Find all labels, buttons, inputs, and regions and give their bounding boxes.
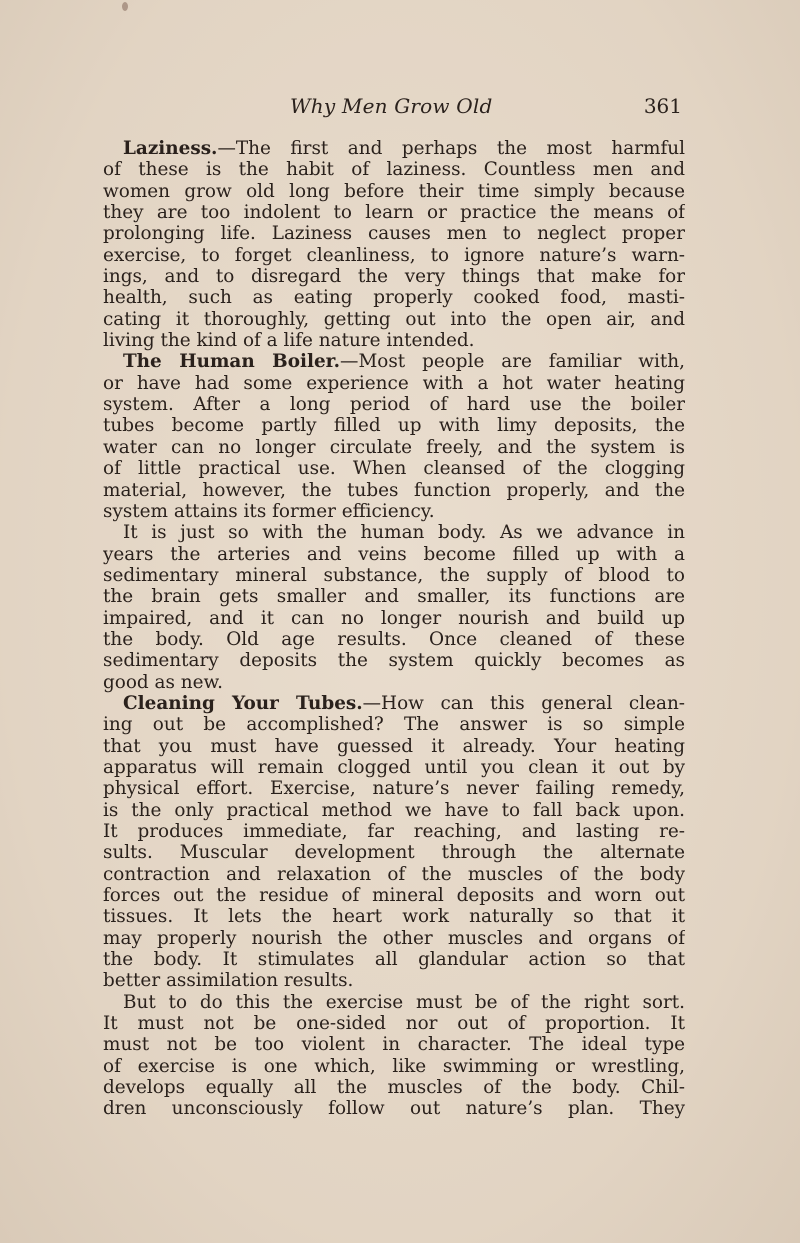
text-line: better assimilation results. — [103, 970, 354, 992]
text-line: material, however, the tubes function properly, and the — [103, 479, 685, 501]
line-text: —The first and perhaps the most harmful — [217, 138, 685, 159]
paragraph — [103, 693, 685, 992]
text-line: is the only practical method we have to fall back upon. — [103, 799, 685, 821]
running-title: Why Men Grow Old — [290, 94, 493, 118]
text-line: must not be too violent in character. The ideal type — [103, 1034, 685, 1056]
text-line: develops equally all the muscles of the body. Chil- — [103, 1077, 685, 1099]
line-text: It is just so with the human body. As we advance in — [123, 522, 685, 544]
ink-spot — [122, 2, 128, 11]
paragraph — [103, 138, 685, 351]
text-line: prolonging life. Laziness causes men to neglect proper — [103, 223, 685, 245]
run-in-heading: Laziness. — [123, 138, 218, 159]
run-in-heading: Cleaning Your Tubes. — [123, 692, 363, 714]
text-line: It produces immediate, far reaching, and lasting re- — [103, 821, 685, 842]
line-text: —How can this general clean- — [362, 692, 685, 714]
text-line: women grow old long before their time simply because — [103, 180, 685, 202]
page-header — [104, 94, 682, 126]
text-line: they are too indolent to learn or practice the means of — [103, 202, 685, 224]
text-line: the body. It stimulates all glandular action so that — [103, 949, 685, 971]
text-line: sults. Muscular development through the alternate — [103, 842, 685, 864]
text-line: contraction and relaxation of the muscles of the body — [103, 863, 685, 885]
text-line — [103, 522, 685, 543]
text-line — [103, 693, 685, 714]
run-in-heading: The Human Boiler. — [123, 351, 341, 373]
text-line: impaired, and it can no longer nourish and build up — [103, 607, 685, 629]
line-text: —Most people are familiar with, — [340, 351, 685, 373]
line-text: But to do this the exercise must be of the right sort. — [123, 991, 685, 1013]
text-line: cating it thoroughly, getting out into the open air, and — [103, 308, 685, 330]
page-number: 361 — [643, 94, 682, 118]
text-line: forces out the residue of mineral deposits and worn out — [103, 885, 685, 907]
text-line: of these is the habit of laziness. Countless men and — [103, 159, 685, 181]
paragraph — [103, 351, 685, 522]
text-line — [103, 992, 685, 1013]
body-text — [103, 138, 685, 1120]
text-line: living the kind of a life nature intended. — [103, 330, 475, 352]
text-line — [103, 351, 685, 372]
text-line — [103, 138, 685, 159]
text-line: tissues. It lets the heart work naturally so that it — [103, 906, 685, 928]
text-line: apparatus will remain clogged until you clean it out by — [103, 756, 685, 778]
text-line: years the arteries and veins become filled up with a — [103, 543, 685, 565]
text-line: that you must have guessed it already. Your heating — [103, 735, 685, 757]
text-line: physical effort. Exercise, nature’s never failing remedy, — [103, 778, 685, 800]
text-line: of exercise is one which, like swimming or wrestling, — [103, 1055, 685, 1077]
text-line: sedimentary mineral substance, the supply of blood to — [103, 564, 685, 586]
text-line: sedimentary deposits the system quickly becomes as — [103, 650, 685, 672]
text-line: or have had some experience with a hot water heating — [103, 372, 685, 394]
text-line: system. After a long period of hard use the boiler — [103, 394, 685, 416]
text-line: It must not be one-sided nor out of proportion. It — [103, 1013, 685, 1035]
text-line: system attains its former efficiency. — [103, 500, 435, 522]
paragraph — [103, 522, 685, 693]
text-line: ings, and to disregard the very things that make for — [103, 266, 685, 288]
text-line: water can no longer circulate freely, and the system is — [103, 436, 685, 458]
text-line: of little practical use. When cleansed of the clogging — [103, 458, 685, 480]
text-line: dren unconsciously follow out nature’s plan. They — [103, 1098, 685, 1120]
text-line: may properly nourish the other muscles and organs of — [103, 927, 685, 949]
text-line: health, such as eating properly cooked food, masti- — [103, 287, 685, 309]
paragraph — [103, 992, 685, 1120]
text-line: exercise, to forget cleanliness, to ignore nature’s warn- — [103, 244, 685, 266]
text-line: ing out be accomplished? The answer is so simple — [103, 714, 685, 736]
text-line: tubes become partly filled up with limy deposits, the — [103, 415, 685, 437]
text-line: good as new. — [103, 671, 223, 693]
text-line: the brain gets smaller and smaller, its functions are — [103, 586, 685, 608]
text-line: the body. Old age results. Once cleaned of these — [103, 628, 685, 650]
